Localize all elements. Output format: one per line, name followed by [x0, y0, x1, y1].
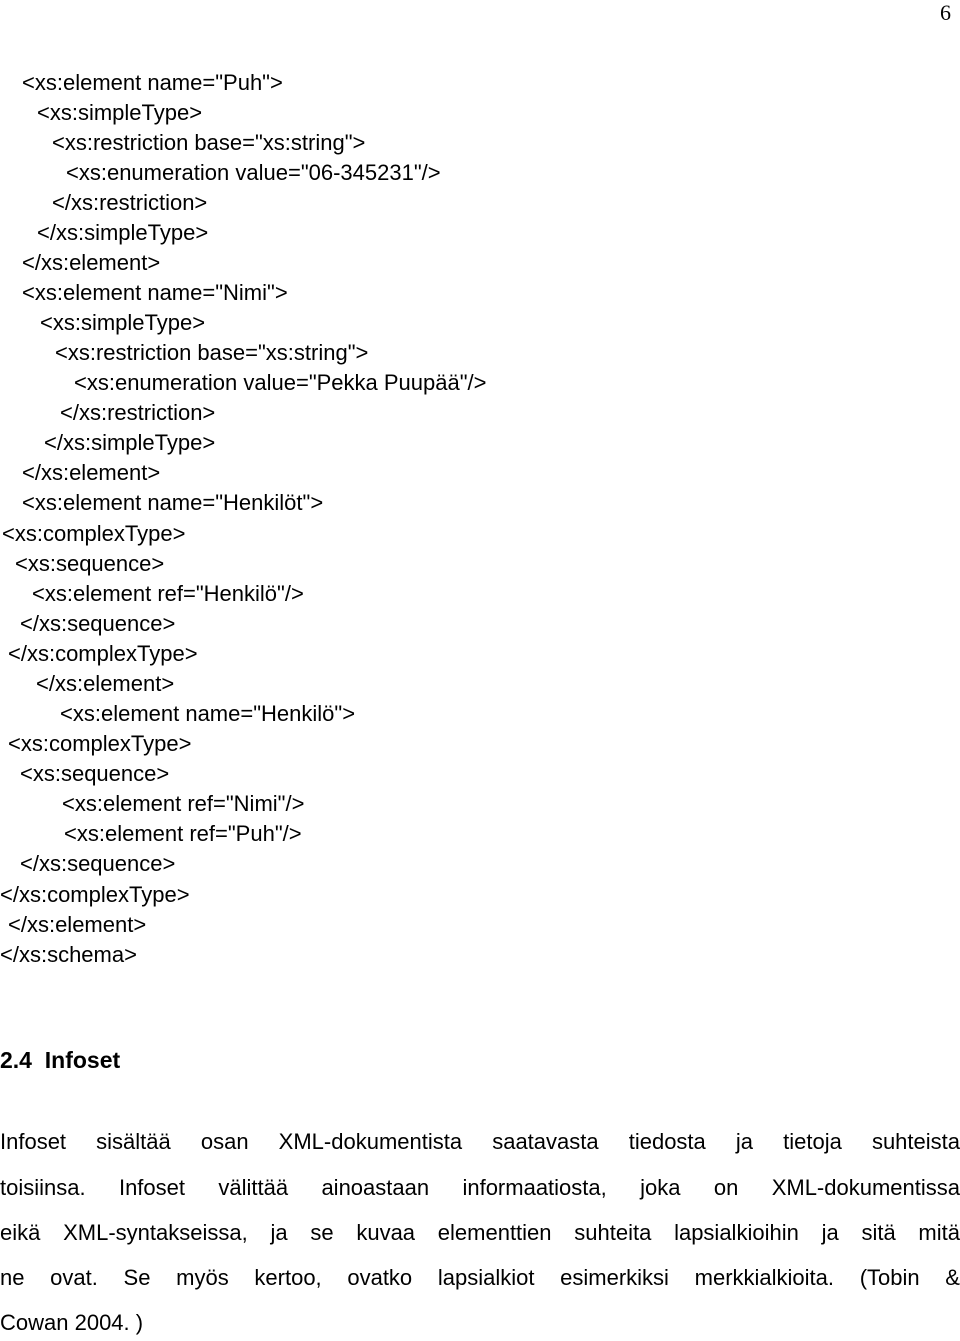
code-line: </xs:restriction>	[52, 190, 208, 215]
code-line: </xs:simpleType>	[37, 220, 209, 245]
code-line: <xs:complexType>	[2, 521, 186, 546]
code-line: <xs:enumeration value="06-345231"/>	[66, 160, 441, 185]
code-line: <xs:simpleType>	[37, 100, 203, 125]
code-line: </xs:complexType>	[8, 641, 198, 666]
code-line: </xs:element>	[22, 460, 161, 485]
code-line: <xs:element name="Nimi">	[22, 280, 288, 305]
code-line: <xs:simpleType>	[40, 310, 206, 335]
code-line: </xs:simpleType>	[44, 430, 216, 455]
code-line: <xs:element name="Puh">	[22, 70, 283, 95]
code-line: <xs:restriction base="xs:string">	[52, 130, 366, 155]
code-line: </xs:element>	[22, 250, 161, 275]
code-line: </xs:element>	[36, 671, 175, 696]
code-line: </xs:element>	[8, 912, 147, 937]
code-line: <xs:element name="Henkilö">	[60, 701, 356, 726]
code-line: </xs:sequence>	[20, 851, 176, 876]
paragraph-line: toisiinsa. Infoset välittää ainoastaan informaatiosta, joka on XML-dokumentissa	[0, 1175, 960, 1200]
paragraph-line: Cowan 2004. )	[0, 1310, 144, 1335]
code-line: </xs:schema>	[0, 942, 137, 967]
code-line: </xs:sequence>	[20, 611, 176, 636]
paragraph-line: eikä XML-syntakseissa, ja se kuvaa elementtien suhteita lapsialkioihin ja sitä mitä	[0, 1220, 960, 1245]
code-line: <xs:element ref="Puh"/>	[64, 821, 302, 846]
code-line: <xs:element ref="Nimi"/>	[62, 791, 305, 816]
code-line: </xs:restriction>	[60, 400, 216, 425]
code-line: <xs:complexType>	[8, 731, 192, 756]
code-line: <xs:sequence>	[20, 761, 170, 786]
code-line: <xs:restriction base="xs:string">	[55, 340, 369, 365]
code-line: <xs:element name="Henkilöt">	[22, 490, 324, 515]
code-line: </xs:complexType>	[0, 882, 190, 907]
code-line: <xs:sequence>	[15, 551, 165, 576]
code-line: <xs:element ref="Henkilö"/>	[32, 581, 304, 606]
paragraph-line: Infoset sisältää osan XML-dokumentista saatavasta tiedosta ja tietoja suhteista	[0, 1129, 960, 1154]
paragraph-line: ne ovat. Se myös kertoo, ovatko lapsialkiot esimerkiksi merkkialkioita. (Tobin &	[0, 1265, 960, 1290]
page-number: 6	[940, 0, 951, 25]
section-heading: 2.4 Infoset	[0, 1047, 121, 1073]
code-line: <xs:enumeration value="Pekka Puupää"/>	[74, 370, 487, 395]
